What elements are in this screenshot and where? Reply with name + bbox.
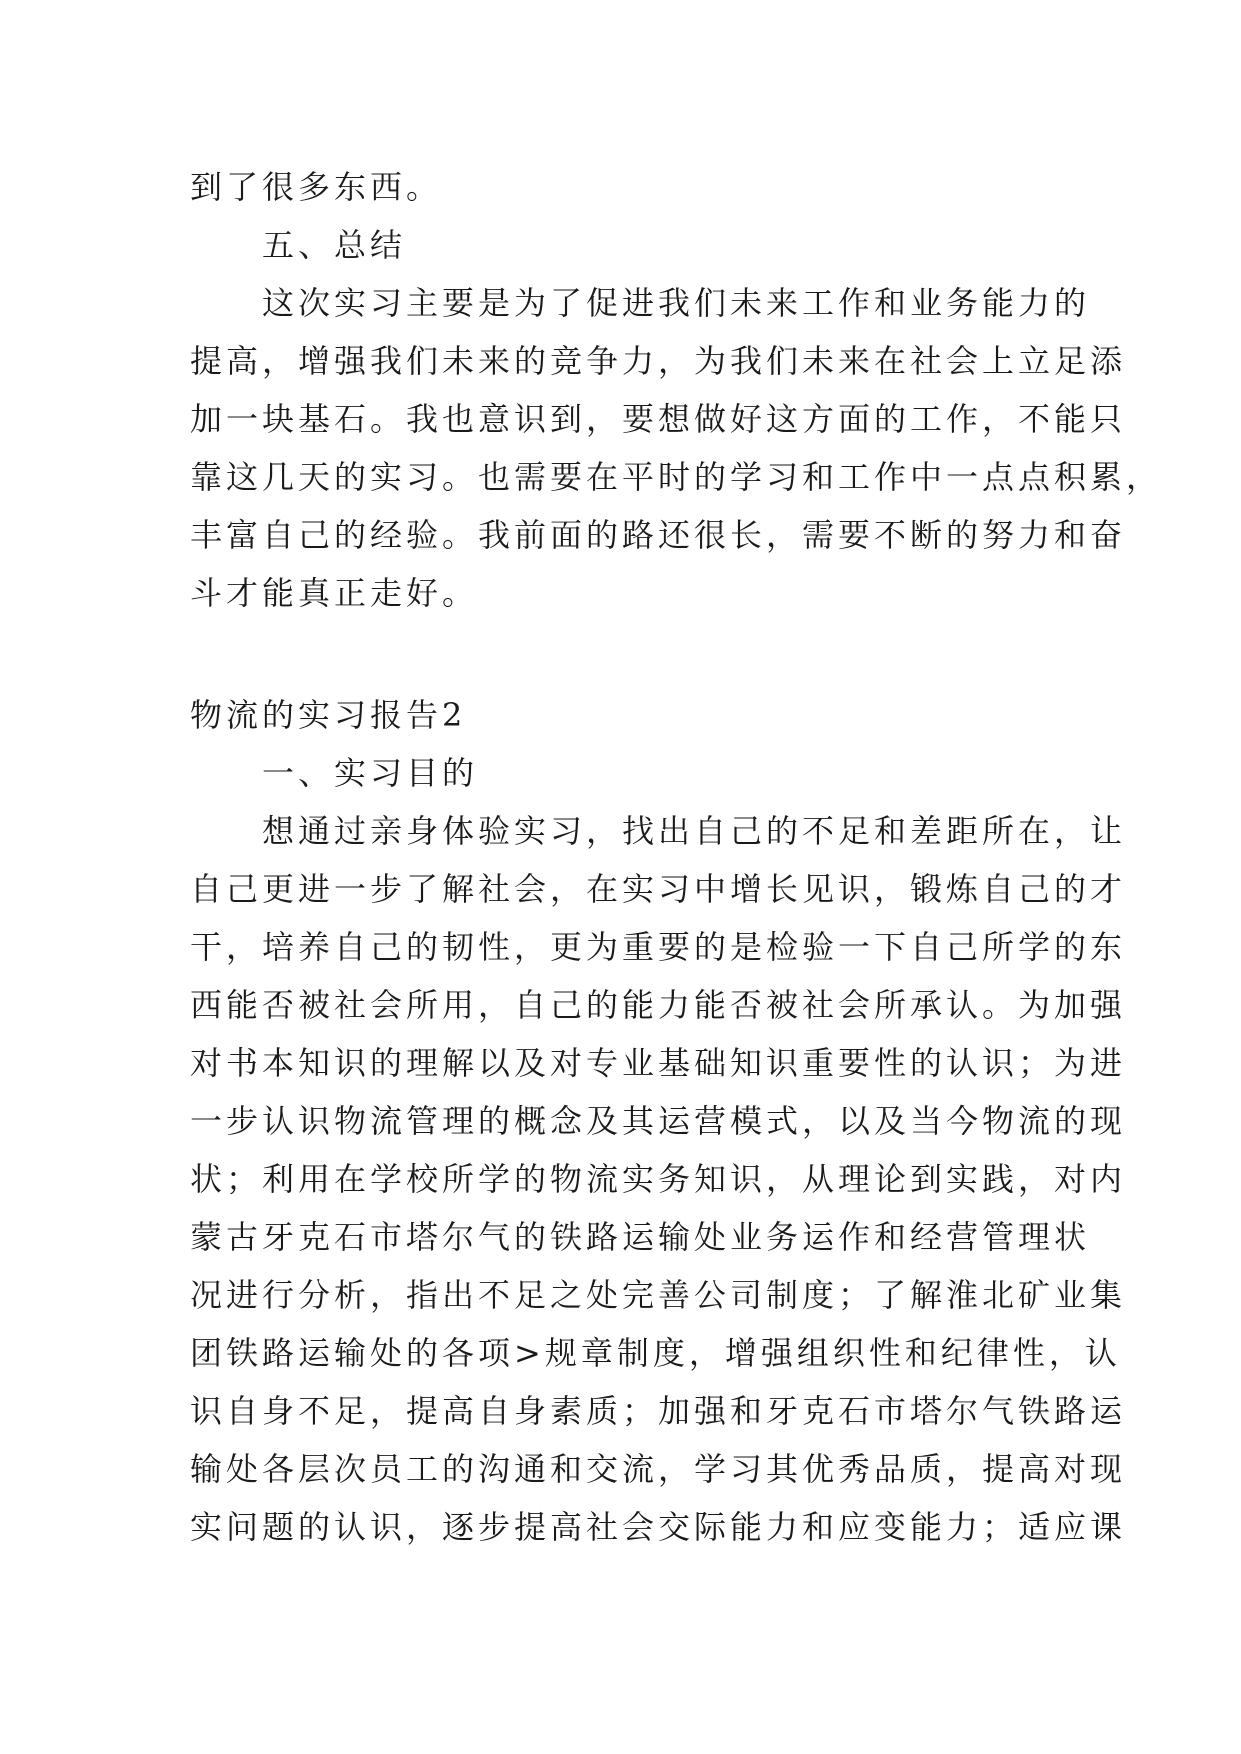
paragraph-line: 斗才能真正走好。 bbox=[190, 574, 479, 612]
section-summary bbox=[190, 158, 1163, 622]
continued-text-line: 到了很多东西。 bbox=[190, 168, 443, 206]
section-heading-summary: 五、总结 bbox=[262, 226, 407, 264]
section-heading-purpose: 一、实习目的 bbox=[262, 754, 479, 792]
paragraph-line: 丰富自己的经验。我前面的路还很长，需要不断的努力和奋 bbox=[190, 516, 1127, 554]
paragraph-line: 输处各层次员工的沟通和交流，学习其优秀品质，提高对现 bbox=[190, 1450, 1127, 1488]
paragraph-line: 西能否被社会所用，自己的能力能否被社会所承认。为加强 bbox=[190, 986, 1127, 1024]
paragraph-line: 蒙古牙克石市塔尔气的铁路运输处业务运作和经营管理状 bbox=[190, 1218, 1091, 1256]
paragraph-line: 靠这几天的实习。也需要在平时的学习和工作中一点点积累， bbox=[190, 458, 1163, 496]
paragraph-line: 想通过亲身体验实习，找出自己的不足和差距所在，让 bbox=[262, 812, 1127, 850]
section-report-2 bbox=[190, 686, 1127, 1556]
paragraph-line: 对书本知识的理解以及对专业基础知识重要性的认识；为进 bbox=[190, 1044, 1127, 1082]
paragraph-line: 况进行分析，指出不足之处完善公司制度；了解淮北矿业集 bbox=[190, 1276, 1127, 1314]
paragraph-line: 一步认识物流管理的概念及其运营模式，以及当今物流的现 bbox=[190, 1102, 1127, 1140]
paragraph-line: 状；利用在学校所学的物流实务知识，从理论到实践，对内 bbox=[190, 1160, 1127, 1198]
paragraph-line: 实问题的认识，逐步提高社会交际能力和应变能力；适应课 bbox=[190, 1508, 1127, 1546]
paragraph-line: 干，培养自己的韧性，更为重要的是检验一下自己所学的东 bbox=[190, 928, 1127, 966]
paragraph-line: 提高，增强我们未来的竞争力，为我们未来在社会上立足添 bbox=[190, 342, 1127, 380]
paragraph-line: 这次实习主要是为了促进我们未来工作和业务能力的 bbox=[262, 284, 1091, 322]
paragraph-line: 自己更进一步了解社会，在实习中增长见识，锻炼自己的才 bbox=[190, 870, 1127, 908]
paragraph-line: 团铁路运输处的各项>规章制度，增强组织性和纪律性，认 bbox=[190, 1334, 1121, 1372]
paragraph-line: 加一块基石。我也意识到，要想做好这方面的工作，不能只 bbox=[190, 400, 1127, 438]
report-title: 物流的实习报告2 bbox=[190, 696, 467, 734]
paragraph-line: 识自身不足，提高自身素质；加强和牙克石市塔尔气铁路运 bbox=[190, 1392, 1127, 1430]
